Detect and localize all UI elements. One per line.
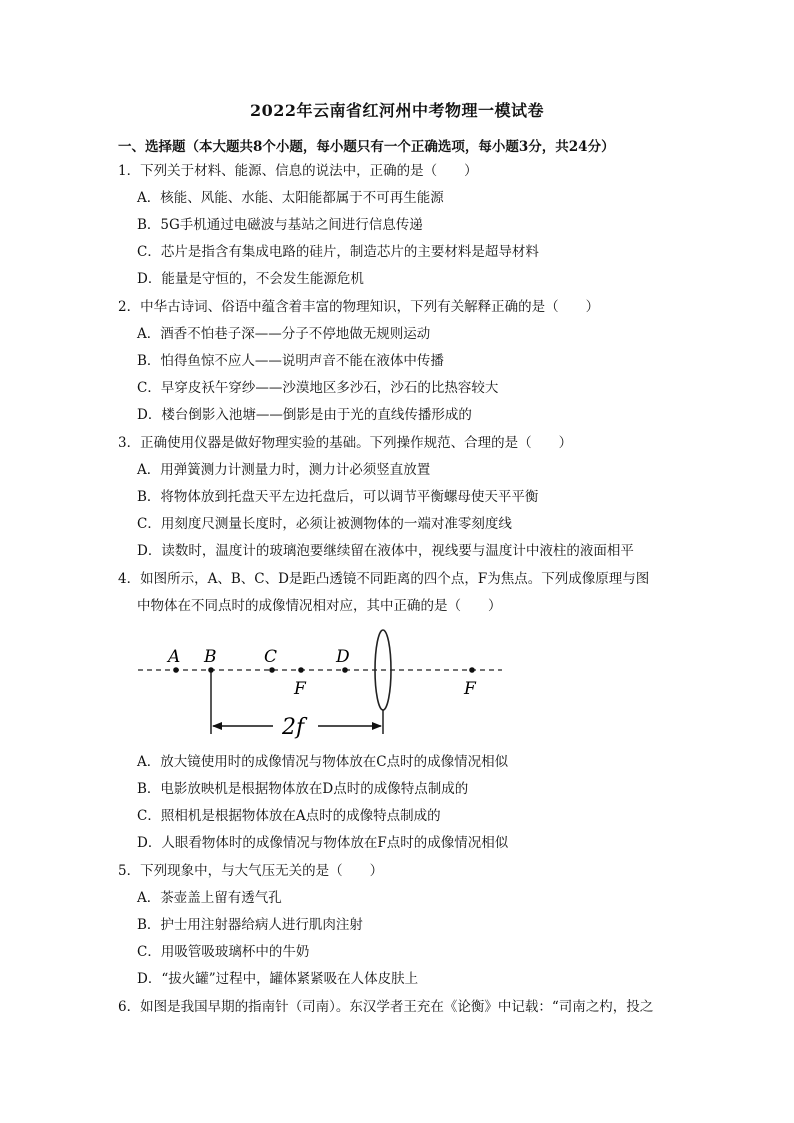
question-2-stem: 2．中华古诗词、俗语中蕴含着丰富的物理知识，下列有关解释正确的是（ ）: [118, 299, 600, 315]
question-4-stem-line-2: 中物体在不同点时的成像情况相对应，其中正确的是（ ）: [137, 598, 502, 614]
question-5-stem: 5．下列现象中，与大气压无关的是（ ）: [118, 863, 384, 879]
question-1-option-b: B．5G手机通过电磁波与基站之间进行信息传递: [137, 217, 423, 233]
label-a: A: [168, 647, 181, 667]
question-3-option-c: C．用刻度尺测量长度时，必须让被测物体的一端对准零刻度线: [137, 516, 512, 532]
arrowhead-left: [212, 722, 222, 730]
section-heading: 一、选择题（本大题共8个小题，每小题只有一个正确选项，每小题3分，共24分）: [118, 139, 615, 155]
question-4-option-c: C．照相机是根据物体放在A点时的成像特点制成的: [137, 808, 441, 824]
question-1-option-a: A．核能、风能、水能、太阳能都属于不可再生能源: [137, 190, 444, 206]
question-2-option-b: B．怕得鱼惊不应人——说明声音不能在液体中传播: [137, 353, 444, 369]
exam-title: 2022年云南省红河州中考物理一模试卷: [249, 101, 545, 120]
question-1-option-c: C．芯片是指含有集成电路的硅片，制造芯片的主要材料是超导材料: [137, 244, 539, 260]
question-5-option-c: C．用吸管吸玻璃杯中的牛奶: [137, 944, 310, 960]
question-4-option-d: D．人眼看物体时的成像情况与物体放在F点时的成像情况相似: [137, 835, 509, 851]
question-3-stem: 3．正确使用仪器是做好物理实验的基础。下列操作规范、合理的是（ ）: [118, 435, 573, 451]
label-c: C: [264, 647, 278, 667]
question-5-option-d: D．“拔火罐”过程中，罐体紧紧吸在人体皮肤上: [137, 971, 419, 987]
question-1-stem: 1．下列关于材料、能源、信息的说法中，正确的是（ ）: [118, 163, 478, 179]
label-2f: 2f: [282, 715, 305, 740]
question-5-option-a: A．茶壶盖上留有透气孔: [137, 890, 282, 906]
question-2-option-a: A．酒香不怕巷子深——分子不停地做无规则运动: [137, 326, 431, 342]
label-f-left: F: [294, 679, 306, 699]
point-f-left: [298, 667, 304, 673]
point-c: [269, 667, 275, 673]
arrowhead-right: [372, 722, 382, 730]
question-2-option-c: C．早穿皮袄午穿纱——沙漠地区多沙石，沙石的比热容较大: [137, 380, 499, 396]
question-4-option-b: B．电影放映机是根据物体放在D点时的成像特点制成的: [137, 781, 469, 797]
question-2-option-d: D．楼台倒影入池塘——倒影是由于光的直线传播形成的: [137, 407, 472, 423]
question-1-option-d: D．能量是守恒的，不会发生能源危机: [137, 271, 364, 287]
question-3-option-d: D．读数时，温度计的玻璃泡要继续留在液体中，视线要与温度计中液柱的液面相平: [137, 543, 634, 559]
question-4-option-a: A．放大镜使用时的成像情况与物体放在C点时的成像情况相似: [137, 754, 509, 770]
point-d: [342, 667, 348, 673]
label-f-right: F: [464, 679, 476, 699]
question-3-option-b: B．将物体放到托盘天平左边托盘后，可以调节平衡螺母使天平平衡: [137, 489, 539, 505]
point-a: [173, 667, 179, 673]
point-f-right: [469, 667, 475, 673]
question-4-stem-line-1: 4．如图所示，A、B、C、D是距凸透镜不同距离的四个点，F为焦点。下列成像原理与图: [118, 571, 650, 587]
question-3-option-a: A．用弹簧测力计测量力时，测力计必须竖直放置: [137, 462, 431, 478]
label-d: D: [336, 647, 350, 667]
label-b: B: [204, 647, 217, 667]
question-6-stem: 6．如图是我国早期的指南针（司南）。东汉学者王充在《论衡》中记载：“司南之杓，投之: [118, 999, 654, 1015]
convex-lens-diagram: [130, 628, 510, 746]
question-5-option-b: B．护士用注射器给病人进行肌肉注射: [137, 917, 363, 933]
